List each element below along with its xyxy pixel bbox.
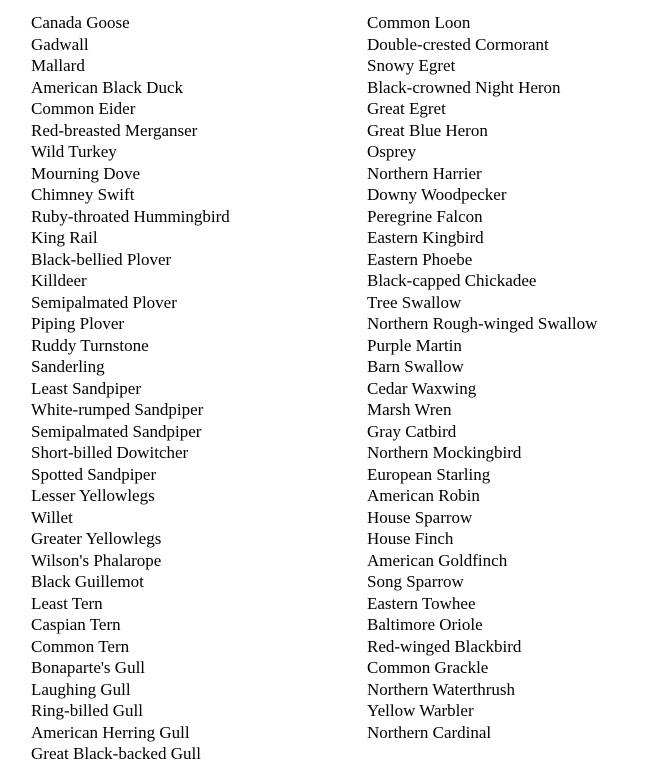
bird-name: Black-bellied Plover — [31, 249, 172, 269]
bird-name: American Goldfinch — [367, 550, 508, 570]
bird-name: Ruby-throated Hummingbird — [31, 206, 230, 226]
bird-name: Northern Rough-winged Swallow — [367, 314, 598, 333]
bird-name: Northern Mockingbird — [367, 443, 522, 462]
bird-name: Short-billed Dowitcher — [31, 443, 189, 462]
bird-name: Red-breasted Merganser — [31, 120, 198, 140]
bird-name: Eastern Kingbird — [367, 228, 484, 247]
bird-name: American Herring Gull — [31, 722, 190, 742]
bird-name: Marsh Wren — [367, 400, 452, 419]
bird-name: Purple Martin — [367, 335, 462, 355]
bird-name: Laughing Gull — [31, 679, 131, 699]
bird-name: Tree Swallow — [367, 292, 462, 312]
bird-name: Common Tern — [31, 636, 130, 656]
bird-name: Wilson's Phalarope — [31, 550, 162, 570]
bird-name: Least Tern — [31, 593, 103, 613]
bird-name: Baltimore Oriole — [367, 615, 483, 634]
bird-list-right-column — [367, 12, 647, 743]
bird-name: Canada Goose — [31, 13, 130, 32]
bird-name: American Robin — [367, 486, 480, 505]
bird-name: Chimney Swift — [31, 185, 135, 204]
bird-name: Eastern Towhee — [367, 593, 476, 613]
bird-name: Northern Harrier — [367, 163, 482, 183]
bird-name: Semipalmated Plover — [31, 292, 177, 312]
bird-name: Black-crowned Night Heron — [367, 77, 561, 97]
bird-name: Gadwall — [31, 34, 89, 54]
bird-name: Caspian Tern — [31, 615, 121, 634]
bird-name: King Rail — [31, 228, 98, 247]
bird-name: Gray Catbird — [367, 421, 457, 441]
bird-name: European Starling — [367, 464, 491, 484]
bird-name: Sanderling — [31, 357, 105, 376]
bird-name: Snowy Egret — [367, 56, 456, 75]
bird-name: Common Loon — [367, 13, 471, 32]
bird-name: Peregrine Falcon — [367, 206, 483, 226]
bird-name: Red-winged Blackbird — [367, 636, 522, 656]
bird-name: Bonaparte's Gull — [31, 658, 146, 677]
bird-name: Song Sparrow — [367, 572, 464, 591]
bird-name: Barn Swallow — [367, 357, 464, 376]
bird-name: Semipalmated Sandpiper — [31, 421, 202, 441]
bird-name: Ring-billed Gull — [31, 701, 143, 720]
bird-name: Common Grackle — [367, 658, 489, 677]
bird-name: Mallard — [31, 56, 85, 75]
bird-name: Great Black-backed Gull — [31, 744, 201, 763]
bird-name: Yellow Warbler — [367, 701, 474, 720]
bird-name: Northern Cardinal — [367, 722, 492, 742]
bird-name: Wild Turkey — [31, 142, 117, 161]
bird-name: Cedar Waxwing — [367, 378, 477, 398]
bird-name: Downy Woodpecker — [367, 185, 507, 204]
bird-name: Piping Plover — [31, 314, 125, 333]
bird-name: Eastern Phoebe — [367, 249, 473, 269]
bird-name: Least Sandpiper — [31, 378, 141, 398]
bird-name: Spotted Sandpiper — [31, 464, 157, 484]
bird-name: Lesser Yellowlegs — [31, 486, 155, 505]
bird-name: White-rumped Sandpiper — [31, 400, 204, 419]
bird-name: Great Blue Heron — [367, 120, 488, 140]
bird-name: Common Eider — [31, 99, 136, 118]
bird-name: House Finch — [367, 529, 454, 548]
bird-name: Black-capped Chickadee — [367, 271, 537, 290]
bird-name: Northern Waterthrush — [367, 679, 515, 699]
bird-name: House Sparrow — [367, 507, 473, 527]
bird-name: Osprey — [367, 142, 417, 161]
bird-name: Double-crested Cormorant — [367, 34, 549, 54]
bird-name: Mourning Dove — [31, 163, 141, 183]
bird-name: Greater Yellowlegs — [31, 529, 162, 548]
bird-name: Black Guillemot — [31, 572, 144, 591]
bird-name: Willet — [31, 507, 73, 527]
bird-name: Ruddy Turnstone — [31, 335, 149, 355]
bird-name: American Black Duck — [31, 77, 183, 97]
bird-name: Great Egret — [367, 99, 446, 118]
bird-list-left-column — [31, 12, 351, 765]
bird-name: Killdeer — [31, 271, 87, 290]
